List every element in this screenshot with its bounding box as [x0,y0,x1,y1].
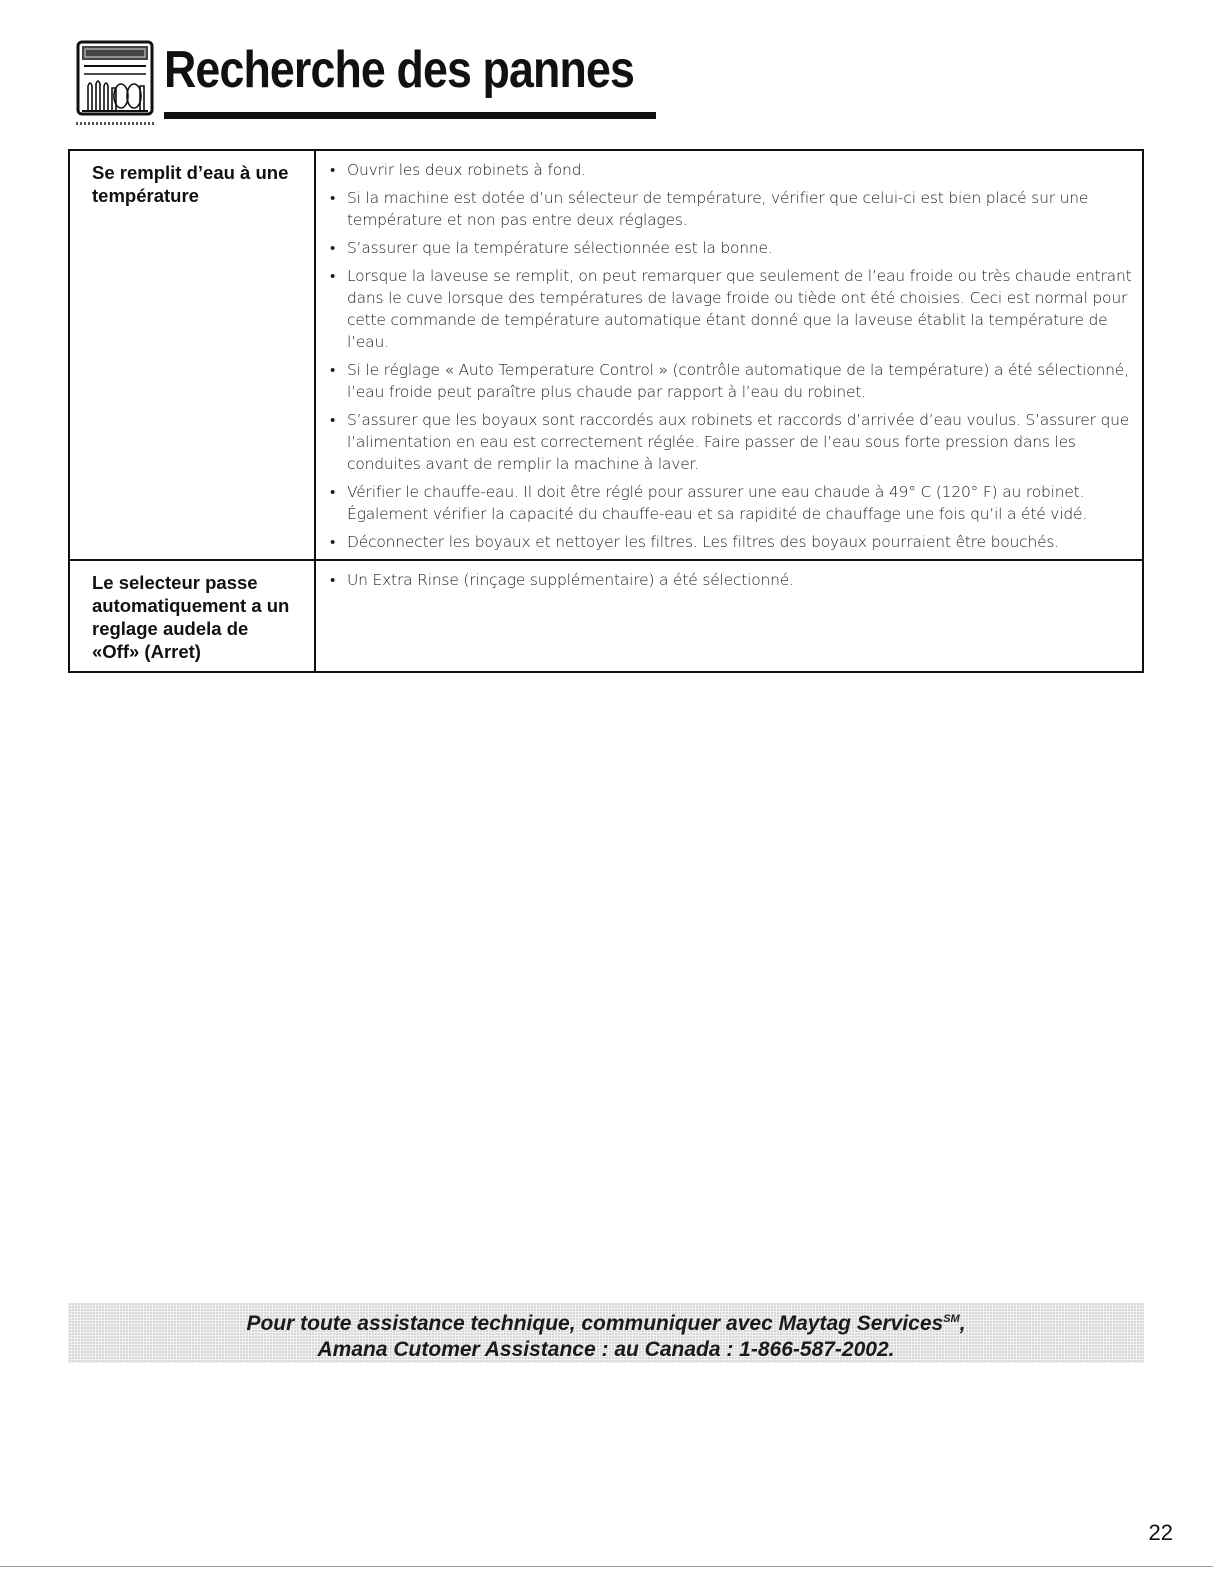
title-rule [164,112,656,119]
problem-title: Se remplit d’eau à une température [92,162,289,206]
bullet-icon: • [330,533,336,551]
table-row [70,561,1142,671]
list-item [328,481,1134,525]
bullet-icon: • [330,483,336,501]
bullet-icon: • [330,161,336,179]
solution-text: Un Extra Rinse (rinçage supplémentaire) a été sélectionné. [347,571,794,589]
solution-list [328,159,1134,553]
bullet-icon: • [330,267,336,285]
bottom-rule [0,1566,1213,1567]
table-row [70,151,1142,561]
problem-cell [70,561,316,671]
page-header [76,30,666,130]
solution-text: Lorsque la laveuse se remplit, on peut remarquer que seulement de l’eau froide ou très chaude entrant dans le cuve lorsque des températures de lavage froide ou tiède ont été choisies. Ceci est normal pour cette commande de température automatique étant donné que la laveuse établit la température de l’eau. [347,267,1132,351]
list-item [328,531,1134,553]
bullet-icon: • [330,189,336,207]
solution-cell [316,561,1142,671]
solution-text: Si le réglage « Auto Temperature Control » (contrôle automatique de la température) a été sélectionné, l’eau froide peut paraître plus chaude par rapport à l’eau du robinet. [347,361,1129,401]
list-item [328,159,1134,181]
problem-title: Le selecteur passe automatiquement a un reglage audela de «Off» (Arret) [92,572,290,662]
page-number: 22 [1148,1520,1173,1545]
solution-text: Si la machine est dotée d’un sélecteur de température, vérifier que celui-ci est bien placé sur une température et non pas entre deux réglages. [347,189,1089,229]
bullet-icon: • [330,571,336,589]
list-item [328,569,1134,591]
page-title: Recherche des pannes [164,41,634,99]
contact-punctuation: , [959,1312,966,1335]
solution-text: S’assurer que les boyaux sont raccordés aux robinets et raccords d’arrivée d’eau voulus. S’assurer que l’alimentation en eau est correctement réglée. Faire passer de l’eau sous forte pression dans les conduites avant de remplir la machine à laver. [347,411,1130,473]
contact-line-2: Amana Cutomer Assistance : au Canada : 1-866-587-2002. [317,1338,895,1361]
list-item [328,265,1134,353]
icon-underline [76,122,156,125]
contact-banner [68,1303,1144,1363]
bullet-icon: • [330,411,336,429]
solution-cell [316,151,1142,559]
service-mark: SM [943,1313,960,1325]
bullet-icon: • [330,239,336,257]
solution-list [328,569,1134,591]
problem-cell [70,151,316,559]
solution-text: Déconnecter les boyaux et nettoyer les filtres. Les filtres des boyaux pourraient être bouchés. [347,533,1060,551]
contact-line-1 [68,1306,1144,1337]
list-item [328,237,1134,259]
contact-text: Pour toute assistance technique, communiquer avec Maytag Services [246,1312,944,1335]
list-item [328,359,1134,403]
bullet-icon: • [330,361,336,379]
list-item [328,187,1134,231]
solution-text: Vérifier le chauffe-eau. Il doit être réglé pour assurer une eau chaude à 49° C (120° F) au robinet. Également vérifier la capacité du chauffe-eau et sa rapidité de chauffage une fois qu’il a été vidé. [347,483,1088,523]
solution-text: S’assurer que la température sélectionnée est la bonne. [347,239,773,257]
dishwasher-icon [76,40,154,116]
solution-text: Ouvrir les deux robinets à fond. [347,161,586,179]
troubleshooting-table [68,149,1144,673]
list-item [328,409,1134,475]
